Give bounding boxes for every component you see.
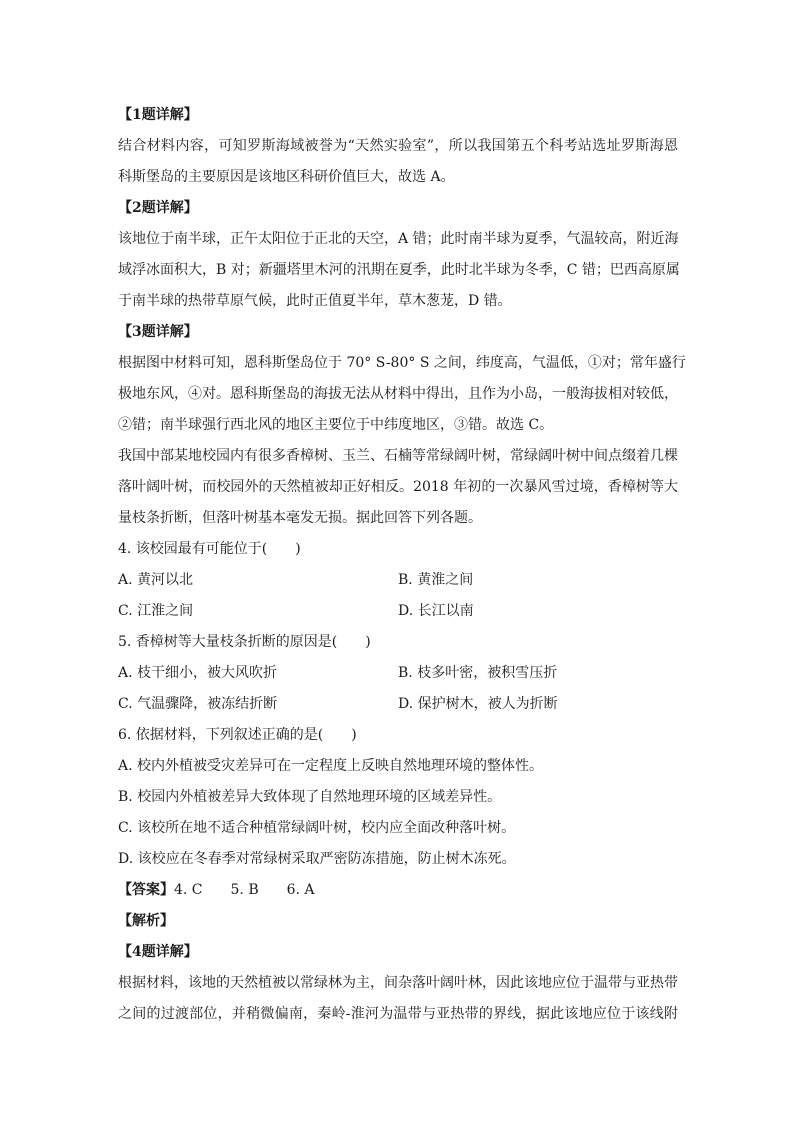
question-4-option-b: B. 黄淮之间 [398,572,474,588]
section-3-line-1: 根据图中材料可知，恩科斯堡岛位于 70° S-80° S 之间，纬度高，气温低，①对；常年盛行 [118,355,686,371]
question-4-options-row-2 [118,596,678,627]
question-4-option-c: C. 江淮之间 [118,603,194,619]
material-line-1: 我国中部某地校园内有很多香樟树、玉兰、石楠等常绿阔叶树，常绿阔叶树中间点缀着几棵 [118,448,678,464]
section-3-heading: 【3题详解】 [118,324,198,340]
section-4-heading: 【4题详解】 [118,944,198,960]
material-line-3: 量枝条折断，但落叶树基本毫发无损。据此回答下列各题。 [118,510,482,526]
question-4-option-d: D. 长江以南 [398,603,474,619]
question-5-options-row-1 [118,658,678,689]
answer-text: 4. C 5. B 6. A [174,882,315,898]
question-4-stem: 4. 该校园最有可能位于( ) [118,541,301,557]
question-6-option-b: B. 校园内外植被差异大致体现了自然地理环境的区域差异性。 [118,789,502,805]
section-2-heading: 【2题详解】 [118,200,198,216]
section-4-line-1: 根据材料，该地的天然植被以常绿林为主，间杂落叶阔叶林，因此该地应位于温带与亚热带 [118,975,678,991]
document-page [118,100,686,1030]
section-3-line-3: ②错；南半球强行西北风的地区主要位于中纬度地区，③错。故选 C。 [118,417,554,433]
question-6-option-d: D. 该校应在冬春季对常绿树采取严密防冻措施，防止树木冻死。 [118,851,516,867]
section-1-line-2: 科斯堡岛的主要原因是该地区科研价值巨大，故选 A。 [118,169,455,185]
section-4-line-2: 之间的过渡部位，并稍微偏南，秦岭-淮河为温带与亚热带的界线，据此该地应位于该线附 [118,1006,678,1022]
section-2-line-3: 于南半球的热带草原气候，此时正值夏半年，草木葱茏，D 错。 [118,293,512,309]
section-3-line-2: 极地东风，④对。恩科斯堡岛的海拔无法从材料中得出，且作为小岛，一般海拔相对较低， [118,386,678,402]
question-5-stem: 5. 香樟树等大量枝条折断的原因是( ) [118,634,371,650]
question-6-stem: 6. 依据材料，下列叙述正确的是( ) [118,727,357,743]
question-5-option-a: A. 枝干细小，被大风吹折 [118,665,278,681]
section-2-line-1: 该地位于南半球，正午太阳位于正北的天空，A 错；此时南半球为夏季，气温较高，附近海 [118,231,679,247]
question-5-options-row-2 [118,689,678,720]
question-4-option-a: A. 黄河以北 [118,572,194,588]
section-1-line-1: 结合材料内容，可知罗斯海域被誉为“天然实验室”，所以我国第五个科考站选址罗斯海恩 [118,138,678,154]
section-2-line-2: 域浮冰面积大，B 对；新疆塔里木河的汛期在夏季，此时北半球为冬季，C 错；巴西高原属 [118,262,680,278]
question-5-option-d: D. 保护树木，被人为折断 [398,696,558,712]
answer-label: 【答案】 [118,882,174,898]
section-1-heading: 【1题详解】 [118,107,198,123]
question-6-option-a: A. 校内外植被受灾差异可在一定程度上反映自然地理环境的整体性。 [118,758,544,774]
material-line-2: 落叶阔叶树，而校园外的天然植被却正好相反。2018 年初的一次暴风雪过境，香樟树等大 [118,479,678,495]
analysis-heading: 【解析】 [118,913,174,929]
question-6-option-c: C. 该校所在地不适合种植常绿阔叶树，校内应全面改种落叶树。 [118,820,516,836]
question-5-option-b: B. 枝多叶密，被积雪压折 [398,665,558,681]
question-5-option-c: C. 气温骤降，被冻结折断 [118,696,278,712]
question-4-options-row-1 [118,565,678,596]
answer-line [118,875,678,906]
